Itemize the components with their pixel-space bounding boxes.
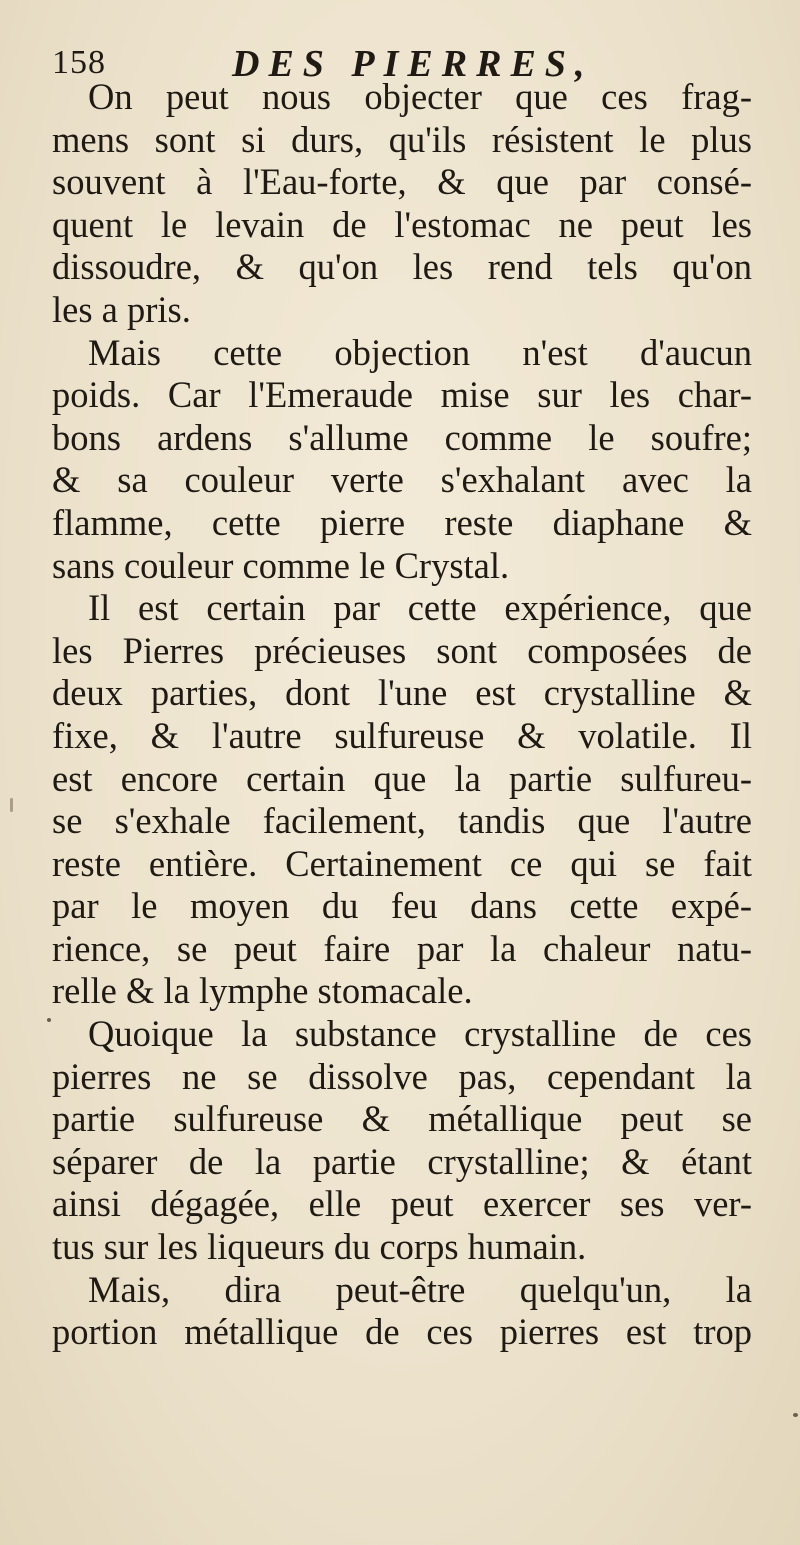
text-line: Il est certain par cette expérience, que — [88, 587, 752, 629]
text-line: tus sur les liqueurs du corps humain. — [52, 1226, 587, 1268]
text-line: flamme, cette pierre reste diaphane & — [52, 501, 752, 543]
text-line: mens sont si durs, qu'ils résistent le plus — [52, 118, 752, 160]
text-line: dissoudre, & qu'on les rend tels qu'on — [52, 246, 752, 288]
text-line: est encore certain que la partie sulfureu- — [52, 757, 752, 799]
text-line: ainsi dégagée, elle peut exercer ses ver- — [52, 1183, 752, 1225]
body-text — [52, 76, 752, 1354]
text-line: fixe, & l'autre sulfureuse & volatile. Il — [52, 714, 752, 756]
paper-speck — [47, 1018, 51, 1022]
text-line: sans couleur comme le Crystal. — [52, 544, 510, 586]
text-line: Mais, dira peut-être quelqu'un, la — [88, 1268, 752, 1310]
text-line: se s'exhale facilement, tandis que l'autre — [52, 800, 752, 842]
text-line: poids. Car l'Emeraude mise sur les char- — [52, 374, 752, 416]
text-line: bons ardens s'allume comme le soufre; — [52, 416, 752, 458]
text-line: rience, se peut faire par la chaleur natu- — [52, 927, 752, 969]
text-line: par le moyen du feu dans cette expé- — [52, 885, 752, 927]
text-line: deux parties, dont l'une est crystalline & — [52, 672, 752, 714]
text-line: relle & la lymphe stomacale. — [52, 970, 473, 1012]
text-line: reste entière. Certainement ce qui se fait — [52, 842, 752, 884]
text-line: les a pris. — [52, 288, 191, 330]
paper-speck — [793, 1413, 798, 1417]
text-line: les Pierres précieuses sont composées de — [52, 629, 752, 671]
text-line: On peut nous objecter que ces frag- — [88, 76, 752, 117]
paper-speck — [10, 798, 13, 812]
text-line: portion métallique de ces pierres est trop — [52, 1311, 752, 1353]
text-line: & sa couleur verte s'exhalant avec la — [52, 459, 752, 501]
text-line: pierres ne se dissolve pas, cependant la — [52, 1055, 752, 1097]
running-title: DES PIERRES, — [232, 43, 594, 85]
text-line: souvent à l'Eau-forte, & que par consé- — [52, 161, 752, 203]
text-line: quent le levain de l'estomac ne peut les — [52, 203, 752, 245]
text-line: Mais cette objection n'est d'aucun — [88, 331, 752, 373]
text-line: séparer de la partie crystalline; & étant — [52, 1140, 752, 1182]
text-line: partie sulfureuse & métallique peut se — [52, 1098, 752, 1140]
page-number: 158 — [52, 44, 106, 81]
text-line: Quoique la substance crystalline de ces — [88, 1013, 752, 1055]
